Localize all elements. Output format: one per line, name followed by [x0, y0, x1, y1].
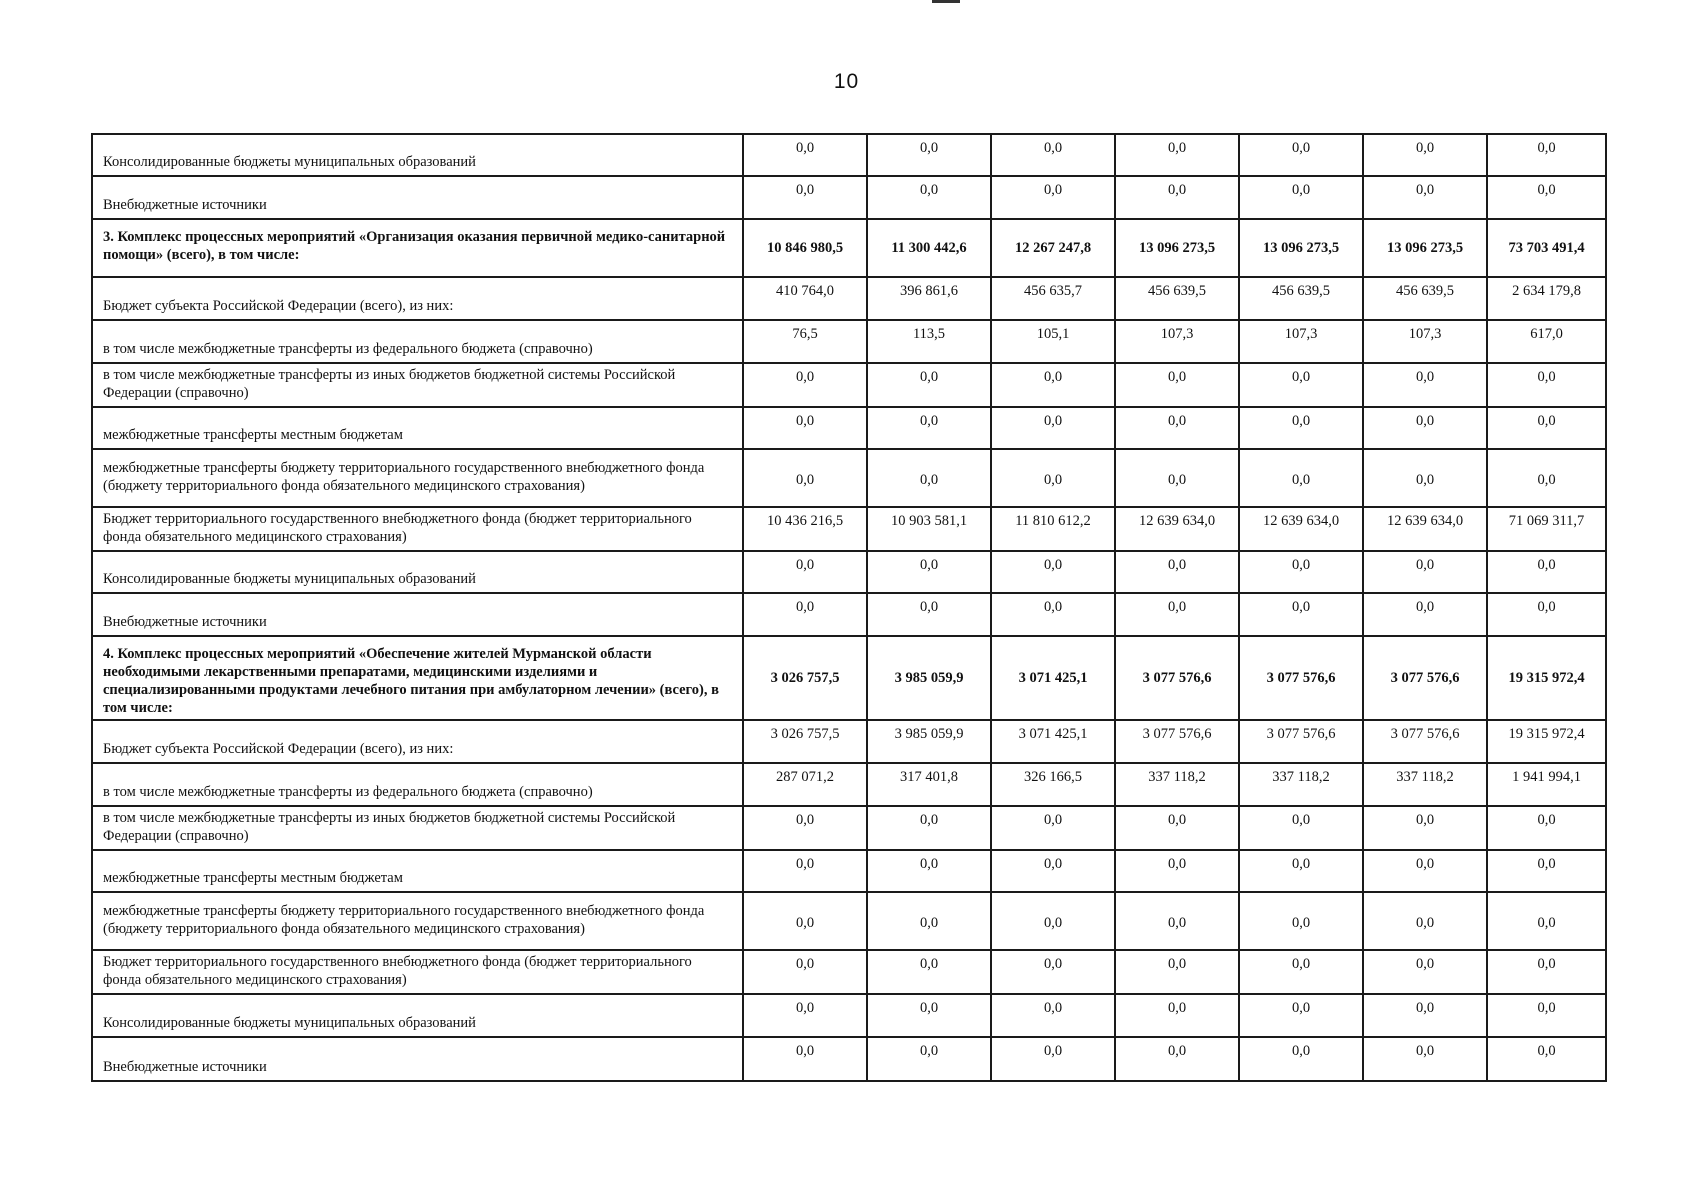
value-cell: 3 985 059,9 — [867, 720, 991, 763]
value-cell: 287 071,2 — [743, 763, 867, 806]
table-row — [92, 806, 1606, 850]
value-cell: 0,0 — [1239, 176, 1363, 219]
value-cell: 410 764,0 — [743, 277, 867, 320]
value-cell: 0,0 — [1487, 176, 1606, 219]
value-cell: 0,0 — [1363, 850, 1487, 892]
value-cell: 0,0 — [1239, 551, 1363, 593]
value-cell: 0,0 — [1239, 994, 1363, 1037]
value-cell: 3 077 576,6 — [1363, 720, 1487, 763]
value-cell: 0,0 — [743, 892, 867, 950]
table-row — [92, 320, 1606, 363]
value-cell: 0,0 — [1363, 449, 1487, 507]
value-cell: 0,0 — [1239, 134, 1363, 176]
table-row — [92, 892, 1606, 950]
value-cell: 0,0 — [867, 806, 991, 850]
value-cell: 0,0 — [991, 134, 1115, 176]
value-cell: 3 077 576,6 — [1239, 720, 1363, 763]
value-cell: 317 401,8 — [867, 763, 991, 806]
table-row — [92, 950, 1606, 994]
value-cell: 3 077 576,6 — [1239, 636, 1363, 720]
value-cell: 0,0 — [1363, 407, 1487, 449]
value-cell: 0,0 — [991, 363, 1115, 407]
value-cell: 107,3 — [1363, 320, 1487, 363]
value-cell: 0,0 — [1115, 593, 1239, 636]
value-cell: 0,0 — [1487, 806, 1606, 850]
row-label: Внебюджетные источники — [92, 1037, 743, 1081]
value-cell: 0,0 — [867, 1037, 991, 1081]
value-cell: 0,0 — [867, 363, 991, 407]
value-cell: 13 096 273,5 — [1115, 219, 1239, 277]
table-row — [92, 277, 1606, 320]
value-cell: 76,5 — [743, 320, 867, 363]
value-cell: 0,0 — [1363, 806, 1487, 850]
value-cell: 0,0 — [867, 892, 991, 950]
value-cell: 0,0 — [1115, 407, 1239, 449]
row-label: Бюджет территориального государственного внебюджетного фонда (бюджет территориального фонда обязательного медицинского страхования) — [92, 507, 743, 551]
value-cell: 11 810 612,2 — [991, 507, 1115, 551]
row-label: в том числе межбюджетные трансферты из иных бюджетов бюджетной системы Российской Федерации (справочно) — [92, 806, 743, 850]
value-cell: 0,0 — [1239, 593, 1363, 636]
value-cell: 10 903 581,1 — [867, 507, 991, 551]
value-cell: 0,0 — [1487, 994, 1606, 1037]
row-label: Консолидированные бюджеты муниципальных образований — [92, 551, 743, 593]
value-cell: 456 639,5 — [1239, 277, 1363, 320]
value-cell: 0,0 — [867, 551, 991, 593]
value-cell: 0,0 — [1363, 892, 1487, 950]
value-cell: 12 267 247,8 — [991, 219, 1115, 277]
value-cell: 456 639,5 — [1363, 277, 1487, 320]
value-cell: 0,0 — [1487, 407, 1606, 449]
row-label: Бюджет субъекта Российской Федерации (всего), из них: — [92, 277, 743, 320]
scan-mark — [932, 0, 960, 3]
value-cell: 0,0 — [991, 892, 1115, 950]
value-cell: 0,0 — [991, 449, 1115, 507]
row-label: 4. Комплекс процессных мероприятий «Обеспечение жителей Мурманской области необходимыми лекарственными препаратами, медицинскими изделиями и специализированными продуктами лечебного питания при амбулаторном лечении» (всего), в том числе: — [92, 636, 743, 720]
row-label: Консолидированные бюджеты муниципальных образований — [92, 994, 743, 1037]
value-cell: 0,0 — [1239, 892, 1363, 950]
value-cell: 0,0 — [991, 551, 1115, 593]
value-cell: 0,0 — [1239, 850, 1363, 892]
value-cell: 0,0 — [1487, 449, 1606, 507]
row-label: Бюджет субъекта Российской Федерации (всего), из них: — [92, 720, 743, 763]
value-cell: 0,0 — [743, 1037, 867, 1081]
value-cell: 13 096 273,5 — [1363, 219, 1487, 277]
value-cell: 0,0 — [867, 593, 991, 636]
value-cell: 0,0 — [1115, 850, 1239, 892]
value-cell: 105,1 — [991, 320, 1115, 363]
value-cell: 3 077 576,6 — [1115, 720, 1239, 763]
value-cell: 456 639,5 — [1115, 277, 1239, 320]
value-cell: 12 639 634,0 — [1363, 507, 1487, 551]
value-cell: 0,0 — [867, 950, 991, 994]
value-cell: 0,0 — [1363, 176, 1487, 219]
value-cell: 0,0 — [743, 593, 867, 636]
value-cell: 0,0 — [743, 551, 867, 593]
value-cell: 2 634 179,8 — [1487, 277, 1606, 320]
value-cell: 107,3 — [1239, 320, 1363, 363]
value-cell: 456 635,7 — [991, 277, 1115, 320]
row-label: Бюджет территориального государственного внебюджетного фонда (бюджет территориального фонда обязательного медицинского страхования) — [92, 950, 743, 994]
table-row — [92, 507, 1606, 551]
value-cell: 0,0 — [991, 850, 1115, 892]
value-cell: 0,0 — [1363, 994, 1487, 1037]
table-row — [92, 176, 1606, 219]
value-cell: 0,0 — [743, 994, 867, 1037]
value-cell: 0,0 — [743, 363, 867, 407]
value-cell: 617,0 — [1487, 320, 1606, 363]
row-label: межбюджетные трансферты бюджету территориального государственного внебюджетного фонда (бюджету территориального фонда обязательного медицинского страхования) — [92, 449, 743, 507]
value-cell: 3 026 757,5 — [743, 720, 867, 763]
table-row — [92, 720, 1606, 763]
value-cell: 0,0 — [1487, 551, 1606, 593]
page-number: 10 — [833, 70, 860, 93]
value-cell: 0,0 — [1487, 593, 1606, 636]
value-cell: 0,0 — [743, 950, 867, 994]
budget-table — [91, 133, 1607, 1082]
table-row — [92, 407, 1606, 449]
value-cell: 3 071 425,1 — [991, 636, 1115, 720]
value-cell: 107,3 — [1115, 320, 1239, 363]
value-cell: 0,0 — [1363, 950, 1487, 994]
value-cell: 0,0 — [1115, 551, 1239, 593]
value-cell: 0,0 — [1115, 994, 1239, 1037]
value-cell: 0,0 — [1115, 449, 1239, 507]
value-cell: 0,0 — [1115, 134, 1239, 176]
value-cell: 0,0 — [1363, 1037, 1487, 1081]
table-row — [92, 134, 1606, 176]
value-cell: 1 941 994,1 — [1487, 763, 1606, 806]
row-label: Консолидированные бюджеты муниципальных образований — [92, 134, 743, 176]
value-cell: 0,0 — [867, 449, 991, 507]
value-cell: 113,5 — [867, 320, 991, 363]
value-cell: 3 985 059,9 — [867, 636, 991, 720]
value-cell: 0,0 — [991, 176, 1115, 219]
value-cell: 0,0 — [991, 593, 1115, 636]
value-cell: 0,0 — [743, 176, 867, 219]
value-cell: 0,0 — [1487, 134, 1606, 176]
value-cell: 0,0 — [867, 407, 991, 449]
value-cell: 0,0 — [743, 806, 867, 850]
value-cell: 10 436 216,5 — [743, 507, 867, 551]
value-cell: 0,0 — [1115, 176, 1239, 219]
value-cell: 337 118,2 — [1115, 763, 1239, 806]
value-cell: 0,0 — [1239, 806, 1363, 850]
value-cell: 0,0 — [743, 850, 867, 892]
value-cell: 0,0 — [867, 850, 991, 892]
table-row — [92, 1037, 1606, 1081]
value-cell: 0,0 — [1363, 134, 1487, 176]
value-cell: 0,0 — [991, 994, 1115, 1037]
value-cell: 0,0 — [1115, 892, 1239, 950]
value-cell: 12 639 634,0 — [1115, 507, 1239, 551]
value-cell: 0,0 — [743, 449, 867, 507]
row-label: межбюджетные трансферты местным бюджетам — [92, 407, 743, 449]
value-cell: 0,0 — [1487, 850, 1606, 892]
table-row — [92, 551, 1606, 593]
value-cell: 326 166,5 — [991, 763, 1115, 806]
row-label: Внебюджетные источники — [92, 176, 743, 219]
table-row — [92, 363, 1606, 407]
value-cell: 10 846 980,5 — [743, 219, 867, 277]
value-cell: 19 315 972,4 — [1487, 720, 1606, 763]
value-cell: 0,0 — [1115, 806, 1239, 850]
value-cell: 0,0 — [1115, 1037, 1239, 1081]
value-cell: 3 026 757,5 — [743, 636, 867, 720]
value-cell: 0,0 — [1363, 363, 1487, 407]
value-cell: 12 639 634,0 — [1239, 507, 1363, 551]
value-cell: 0,0 — [991, 1037, 1115, 1081]
value-cell: 0,0 — [1239, 950, 1363, 994]
value-cell: 0,0 — [1239, 1037, 1363, 1081]
value-cell: 0,0 — [867, 134, 991, 176]
row-label: Внебюджетные источники — [92, 593, 743, 636]
value-cell: 0,0 — [867, 994, 991, 1037]
value-cell: 0,0 — [1115, 363, 1239, 407]
table-row — [92, 850, 1606, 892]
value-cell: 71 069 311,7 — [1487, 507, 1606, 551]
value-cell: 0,0 — [867, 176, 991, 219]
value-cell: 0,0 — [991, 950, 1115, 994]
value-cell: 0,0 — [743, 134, 867, 176]
value-cell: 0,0 — [1239, 449, 1363, 507]
value-cell: 13 096 273,5 — [1239, 219, 1363, 277]
value-cell: 0,0 — [743, 407, 867, 449]
value-cell: 0,0 — [1487, 892, 1606, 950]
table-row — [92, 593, 1606, 636]
value-cell: 0,0 — [991, 407, 1115, 449]
section-row — [92, 219, 1606, 277]
section-row — [92, 636, 1606, 720]
row-label: 3. Комплекс процессных мероприятий «Организация оказания первичной медико-санитарной помощи» (всего), в том числе: — [92, 219, 743, 277]
table-row — [92, 449, 1606, 507]
value-cell: 3 077 576,6 — [1363, 636, 1487, 720]
value-cell: 0,0 — [1487, 1037, 1606, 1081]
value-cell: 73 703 491,4 — [1487, 219, 1606, 277]
value-cell: 0,0 — [1487, 363, 1606, 407]
value-cell: 11 300 442,6 — [867, 219, 991, 277]
value-cell: 337 118,2 — [1239, 763, 1363, 806]
budget-table-body — [92, 134, 1606, 1081]
value-cell: 0,0 — [1239, 363, 1363, 407]
value-cell: 0,0 — [1363, 551, 1487, 593]
row-label: в том числе межбюджетные трансферты из федерального бюджета (справочно) — [92, 320, 743, 363]
value-cell: 3 077 576,6 — [1115, 636, 1239, 720]
value-cell: 0,0 — [1487, 950, 1606, 994]
row-label: межбюджетные трансферты бюджету территориального государственного внебюджетного фонда (бюджету территориального фонда обязательного медицинского страхования) — [92, 892, 743, 950]
value-cell: 0,0 — [1115, 950, 1239, 994]
row-label: в том числе межбюджетные трансферты из федерального бюджета (справочно) — [92, 763, 743, 806]
value-cell: 0,0 — [1239, 407, 1363, 449]
value-cell: 396 861,6 — [867, 277, 991, 320]
row-label: межбюджетные трансферты местным бюджетам — [92, 850, 743, 892]
value-cell: 3 071 425,1 — [991, 720, 1115, 763]
value-cell: 19 315 972,4 — [1487, 636, 1606, 720]
row-label: в том числе межбюджетные трансферты из иных бюджетов бюджетной системы Российской Федерации (справочно) — [92, 363, 743, 407]
table-row — [92, 763, 1606, 806]
value-cell: 337 118,2 — [1363, 763, 1487, 806]
value-cell: 0,0 — [1363, 593, 1487, 636]
value-cell: 0,0 — [991, 806, 1115, 850]
table-row — [92, 994, 1606, 1037]
